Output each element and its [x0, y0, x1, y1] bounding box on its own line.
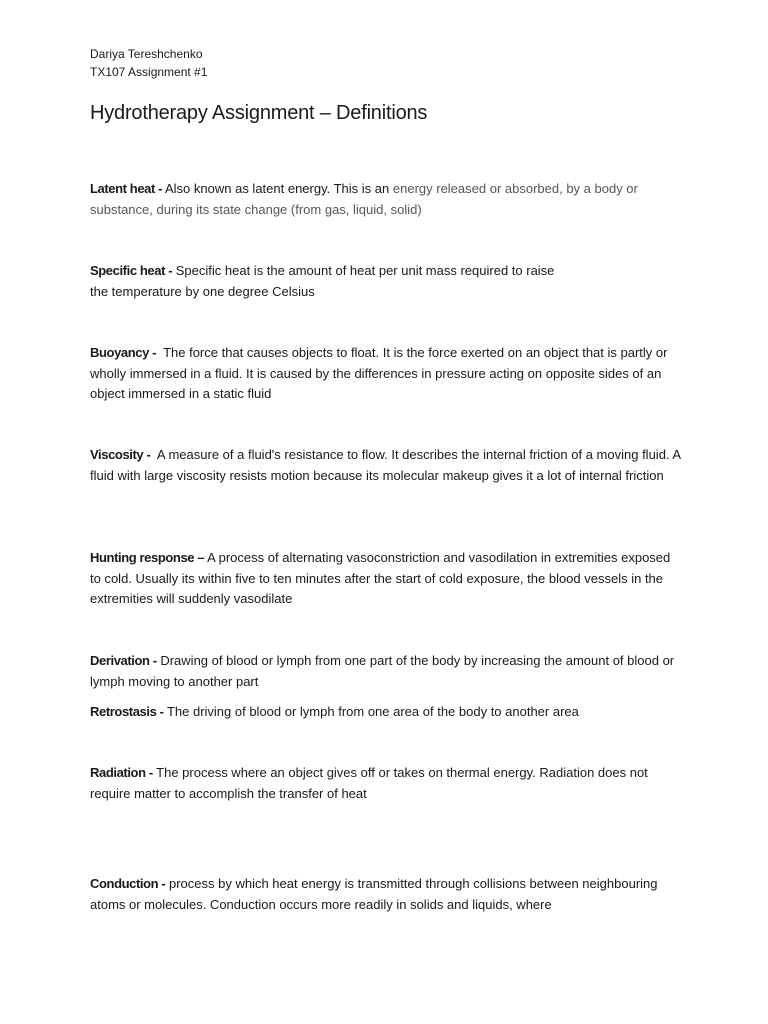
assignment-label: TX107 Assignment #1	[90, 65, 208, 79]
definition-term: Derivation -	[90, 653, 157, 668]
definition-term: Retrostasis -	[90, 704, 164, 719]
definition-term: Radiation -	[90, 765, 153, 780]
definition-specific-heat	[90, 261, 682, 302]
definition-buoyancy	[90, 343, 682, 405]
definition-latent-heat	[90, 179, 682, 220]
definition-text: Drawing of blood or lymph from one part of the body by increasing the amount of blood or lymph moving to another part	[90, 653, 675, 689]
document-title: Hydrotherapy Assignment – Definitions	[90, 102, 428, 124]
definition-term: Viscosity -	[90, 447, 151, 462]
definition-text: The process where an object gives off or takes on thermal energy. Radiation does not require matter to accomplish the transfer of heat	[90, 765, 648, 801]
definition-viscosity	[90, 445, 682, 486]
definition-derivation	[90, 651, 682, 692]
definition-hunting-response	[90, 548, 682, 610]
definition-text: The driving of blood or lymph from one area of the body to another area	[166, 704, 579, 719]
definition-text-line-2: the temperature by one degree Celsius	[90, 283, 315, 299]
definition-conduction	[90, 874, 682, 915]
definition-text: A measure of a fluid's resistance to flow. It describes the internal friction of a moving fluid. A fluid with large viscosity resists motion because its molecular makeup gives it a lot of internal friction	[90, 447, 681, 483]
definition-text: The force that causes objects to float. It is the force exerted on an object that is partly or wholly immersed in a fluid. It is caused by the differences in pressure acting on opposite sides of an object immersed in a static fluid	[90, 345, 668, 401]
author-name: Dariya Tereshchenko	[90, 47, 203, 61]
definition-text-line-1: Specific heat is the amount of heat per unit mass required to raise	[175, 263, 555, 278]
definition-term: Specific heat -	[90, 263, 173, 278]
definition-text-continued: energy released or absorbed, by a body or substance, during its state change (from gas, liquid, solid)	[90, 181, 638, 217]
definition-radiation	[90, 763, 682, 804]
definition-text: A process of alternating vasoconstriction and vasodilation in extremities exposed to cold. Usually its within five to ten minutes after the start of cold exposure, the blood vessels in the extremities will suddenly vasodilate	[90, 550, 671, 606]
definition-text: process by which heat energy is transmitted through collisions between neighbouring atoms or molecules. Conduction occurs more readily in solids and liquids, where	[90, 876, 658, 912]
definition-term: Latent heat -	[90, 181, 163, 196]
definition-term: Buoyancy -	[90, 345, 157, 360]
definition-retrostasis	[90, 702, 682, 723]
definition-term: Hunting response –	[90, 550, 205, 565]
definition-term: Conduction -	[90, 876, 166, 891]
definition-text: Also known as latent energy. This is an	[165, 181, 390, 196]
